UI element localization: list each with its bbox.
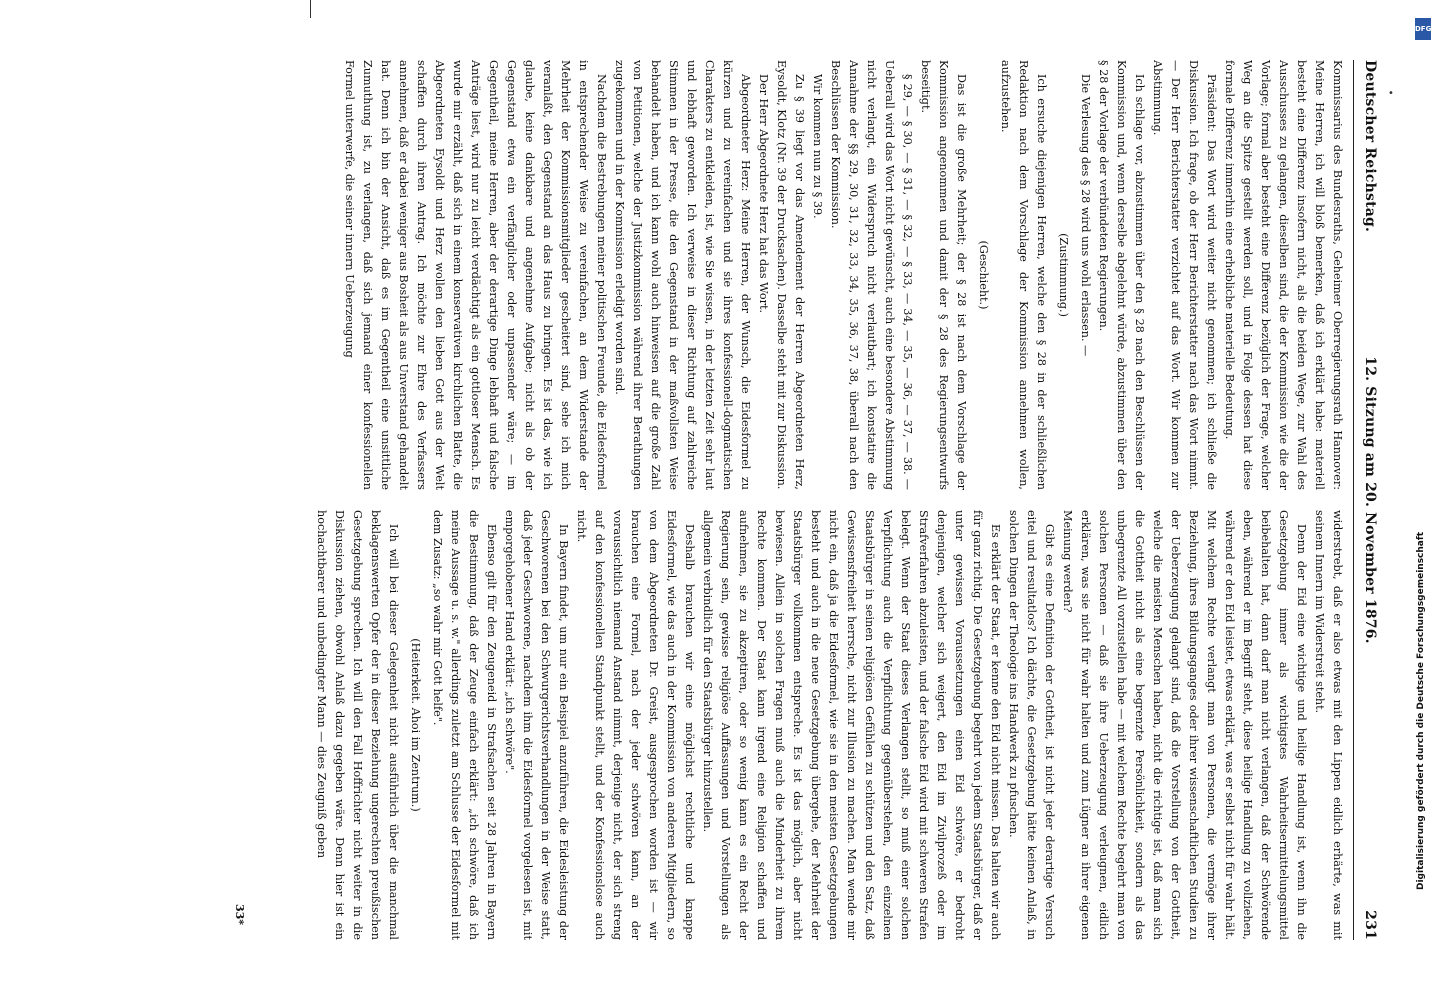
header-session: 12. Sitzung am 20. November 1876. [1362,356,1378,644]
margin-dash [310,0,311,18]
dfg-credit-strip [1414,10,1432,990]
paragraph: Wir kommen nun zu § 39. [811,74,824,219]
paragraph: In Bayern findet, um nur ein Beispiel anzuführen, die Eidesleistung der Geschworenen bei den Schwurgerichtsverhandlungen in der Weise statt, daß jeder Geschworene, nachdem ihm die Eidesformel vorgelesen ist, mit emporgehobener Hand erklärt: „ich schwöre". [503,510,570,940]
interjection: (Zustimmung.) [1057,233,1070,317]
signature-mark: 33* [233,904,246,926]
paragraph: Das ist die große Mehrheit; der § 28 ist nach dem Vorschlage der Kommission angenommen und damit der § 28 des Regierungsentwurfs beseitigt. [919,60,968,490]
paragraph: § 29, — § 30, — § 31, — § 32, — § 33, — 34, — 35, — 36, — 37, — 38. — Ueberall wird das Wort nicht gewünscht, auch eine besondere Abstimmung nicht verlangt, ein Widerspruch nicht verlautbart; ich konstatire die Annahme der §§ 29, 30, 31, 32, 33, 34, 35, 36, 37, 38, überall nach den Beschlüssen der Kommission. [829,60,914,490]
dfg-credit-text: Digitalisierung gefördert durch die Deutsche Forschungsgemeinschaft [1416,531,1426,890]
paragraph: Denn der Eid eine wichtige und heilige Handlung ist, wenn ihn die Gesetzgebung immer als wichtigstes Wahrheitsermittelungsmittel beibehalten hat, dann darf man nicht verlangen, daß der Schwörende eben, während er im Begriff steht, diese heilige Handlung zu vollziehen, während er den Eid leistet, etwas erklärt, was er selbst nicht für wahr hält. Mit welchem Rechte verlangt man von Personen, die vermöge ihrer Beziehung, ihres Bildungsganges oder ihrer wissenschaftlichen Studien zu der Ueberzeugung gelangt sind, daß die Vorstellung von der Gottheit, welche die meisten Menschen haben, nicht die richtige ist, daß man sich die Gottheit nicht als eine begrenzte Persönlichkeit, sondern als das unbegrenzte All vorzustellen habe — mit welchem Rechte begehrt man von solchen Personen — daß sie ihre Ueberzeugung verleugnen, eidlich erklären, was sie nicht für wahr halten und zum Lügner an ihrer eigenen Meinung werden? [1061,510,1308,940]
paragraph: Nachdem die Bestrebungen meiner politischen Freunde, die Eidesformel in entsprechender Weise zu vereinfachen, an dem Widerstande der Mehrheit der Kommissionsmitglieder gescheitert sind, sehe ich mich veranlaßt, den Gegenstand an das Haus zu bringen. Es ist das, wie ich glaube, keine dankbare und angenehme Aufgabe; nicht als ob der Gegenstand etwa ein verfänglicher oder unpassender wäre; — im Gegentheil, meine Herren, aber der derartige Dinge lebhaft und falsche Anträge liest, wird nur zu leicht verdächtigt als ein gottloser Mensch. Es wurde mir erzählt, daß sich in einem konservativen kirchlichen Blatte, die Abgeordneten Eysoldt und Herz wollen den lieben Gott aus der Welt schaffen durch ihren Antrag. Ich möchte zur Ehre des Verfassers annehmen, daß er dabei weniger aus Bosheit als aus Unverstand gehandelt hat. Denn ich bin der Ansicht, daß es im Gegentheil eine unsittliche Zumuthung ist, zu verlangen, daß sich jemand einer konfessionellen Formel unterwerfe, die seiner innern Ueberzeugung [343,60,608,490]
right-column [312,510,1346,940]
page-header [1356,60,1378,940]
edge-mark: • [1388,88,1394,99]
paragraph: Deshalb brauchen wir eine möglichst rechtliche und knappe Eidesformel, wie das auch in der Kommission von anderen Mitgliedern, so von dem Abgeordneten Dr. Greist, ausgesprochen worden ist — wir brauchen eine Formel, nach der jeder schwören kann, an der voraussichtlich niemand Anstand nimmt, derjenige nicht, der sich streng auf den konfessionellen Standpunkt stellt, und der Konfessionslose auch nicht. [575,510,696,940]
interjection: (Heiterkeit. Ahoi im Zentrum.) [409,638,422,812]
page-number: 231 [1362,910,1378,940]
paragraph: Zu § 39 liegt vor das Amendement der Herren Abgeordneten Herz, Eysoldt, Klotz (Nr. 39 der Drucksachen). Dasselbe steht mit zur Diskussion. [775,60,806,490]
paragraph: widerstrebt, daß er also etwas mit den Lippen eidlich erhärte, was mit seinem Innern im Widerstreit steht. [1313,510,1344,940]
paragraph: Kommissarius des Bundesraths, Geheimer Oberregierungsrath Hannover: Meine Herren, ich will bloß bemerken, daß ich erklärt habe: materiell besteht eine Differenz insofern nicht, als die beiden Wege, zur Wahl des Ausschusses zu gelangen, dieselben sind, die der Kommission wie die der Vorlage; formal aber besteht eine Differenz bezüglich der Frage, welcher Weg an die Spitze gestellt werden soll, und in Folge dessen hat diese formale Differenz immerhin eine erhebliche materielle Bedeutung. [1223,60,1344,490]
paragraph: Ich ersuche diejenigen Herren, welche den § 28 in der schließlichen Redaktion nach dem Vorschlage der Kommission annehmen wollen, aufzustehen. [999,60,1048,490]
paragraph: Die Verlesung des § 28 wird uns wohl erlassen. — [1079,74,1092,357]
paragraph: Präsident: Das Wort wird weiter nicht genommen; ich schließe die Diskussion. Ich frage, ob der Herr Berichterstatter nach das Wort nimmt. — Der Herr Berichterstatter verzichtet auf das Wort. Wir kommen zur Abstimmung. [1151,60,1218,490]
left-column [340,60,1346,490]
paragraph: Ich schlage vor, abzustimmen über den § 28 nach den Beschlüssen der Kommission und, wenn derselbe abgelehnt würde, abzustimmen über den § 28 der Vorlage der verbündeten Regierungen. [1097,60,1146,490]
paragraph: Ich will bei dieser Gelegenheit nicht ausführlich über die manchmal beklagenswerten Opfer der in dieser Beziehung ungerechten preußischen Gesetzgebung sprechen. Ich will den Fall Hoffrichter nicht weiter in die Diskussion ziehen, obwohl Anlaß dazu gegeben wäre. Denn hier ist ein hochachtbarer und unbedingter Mann — dies Zeugniß geben [315,510,400,940]
paragraph: Gibt es eine Definition der Gottheit, ist nicht jeder derartige Versuch eitel und resultatlos? Ich dächte, die Gesetzgebung hätte keinen Anlaß, in solchen Dingen der Theologie ins Handwerk zu pfuschen. [1007,510,1056,940]
paragraph: Der Herr Abgeordnete Herz hat das Wort. [757,74,770,313]
dfg-logo: DFG [1415,18,1431,40]
header-publication: Deutscher Reichstag. [1362,60,1378,233]
paragraph: Es erklärt der Staat, er kenne den Eid nicht missen. Das halten wir auch für ganz richtig. Die Gesetzgebung begehrt von jedem Staatsbürger, daß er unter gewissen Voraussetzungen einen Eid schwöre, er bedroht denjenigen, welcher sich weigert, den Eid im Zivilprozeß oder im Strafverfahren abzuleisten, und der falsche Eid wird mit schweren Strafen belegt. Wenn der Staat dieses Verlangen stellt, so muß einer solchen Verpflichtung auch die Verpflichtung gegenüberstehen, den einzelnen Staatsbürger in seinen religiösen Gefühlen zu schützen und den Satz, daß Gewissensfreiheit herrsche, nicht zur Illusion zu machen. Man wende mir nicht ein, daß ja die Eidesformel, wie sie in den meisten Gesetzgebungen besteht und auch in die neue Gesetzgebung übergehe, der Mehrheit der Staatsbürger vollkommen entspreche. Es ist das möglich, aber nicht bewiesen. Allein in solchen Fragen muß auch die Minderheit zu ihrem Rechte kommen. Der Staat kann irgend eine Religion schaffen und aufnehmen, sie zu akzeptiren, oder so wenig kann es ein Recht der Regierung sein, gewisse religiöse Auffassungen und Vorstellungen als allgemein verbindlich für den Staatsbürger hinzustellen. [701,510,1002,940]
paragraph: Ebenso gilt für den Zeugeneid in Strafsachen seit 28 Jahren in Bayern die Bestimmung, daß der Zeuge einfach erklärt: „ich schwöre, daß ich meine Aussage u. s. w." allerdings zuletzt am Schlusse der Eidesformel mit dem Zusatz: „so wahr mir Gott helfe". [431,510,498,940]
paragraph: Abgeordneter Herz: Meine Herren, der Wunsch, die Eidesformel zu kürzen und zu vereinfachen und sie ihres konfessionell-dogmatischen Charakters zu entkleiden, ist, wie Sie wissen, in der letzten Zeit sehr laut und lebhaft geworden. Ich verweise in dieser Richtung auf zahlreiche Stimmen in der Presse, die den Gegenstand in der maßvollsten Weise behandelt haben, und ich kann wohl auch hinweisen auf die große Zahl von Petitionen, welche der Justizkommission während ihrer Berathungen zugekommen und in der Kommission erledigt worden sind. [613,60,752,490]
interjection: (Geschieht.) [977,240,990,310]
header-rule [1353,60,1354,940]
